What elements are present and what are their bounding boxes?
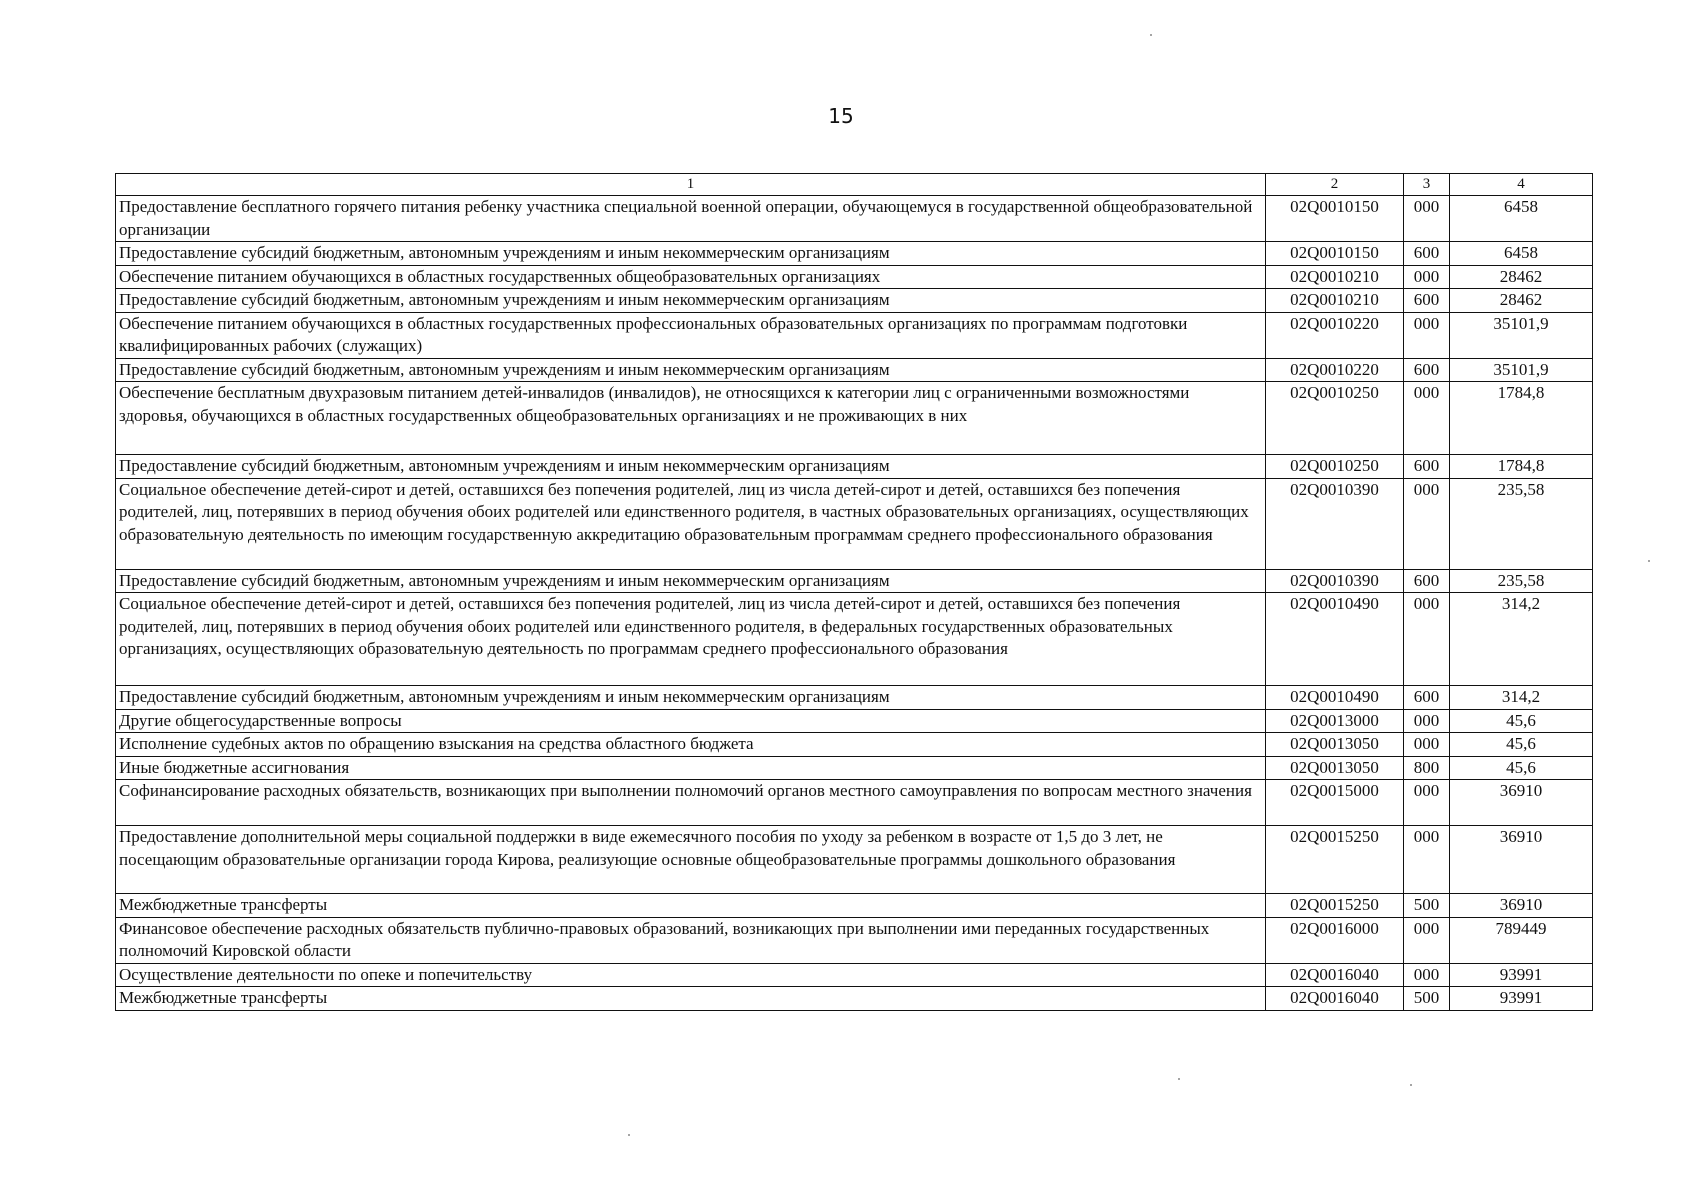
row-description: Предоставление субсидий бюджетным, автономным учреждениям и иным некоммерческим организациям <box>116 686 1266 710</box>
row-amount: 314,2 <box>1450 686 1593 710</box>
row-type-code: 000 <box>1404 265 1450 289</box>
table-row <box>116 265 1593 289</box>
row-description: Предоставление бесплатного горячего питания ребенку участника специальной военной операции, обучающемуся в государственной общеобразовательной организации <box>116 196 1266 242</box>
row-amount: 93991 <box>1450 963 1593 987</box>
table-row <box>116 312 1593 358</box>
table-row <box>116 756 1593 780</box>
row-code: 02Q0016000 <box>1266 917 1404 963</box>
row-amount: 36910 <box>1450 894 1593 918</box>
scan-speck <box>1150 34 1152 36</box>
table-row <box>116 733 1593 757</box>
scan-speck <box>628 1134 630 1136</box>
row-code: 02Q0015000 <box>1266 780 1404 826</box>
row-type-code: 000 <box>1404 312 1450 358</box>
table-row <box>116 358 1593 382</box>
row-description: Межбюджетные трансферты <box>116 894 1266 918</box>
row-type-code: 000 <box>1404 733 1450 757</box>
row-code: 02Q0010150 <box>1266 196 1404 242</box>
table-row <box>116 196 1593 242</box>
row-amount: 45,6 <box>1450 756 1593 780</box>
header-cell: 2 <box>1266 174 1404 196</box>
row-type-code: 600 <box>1404 569 1450 593</box>
scan-speck <box>1410 1084 1412 1086</box>
row-code: 02Q0010490 <box>1266 593 1404 686</box>
row-amount: 1784,8 <box>1450 382 1593 455</box>
table-row <box>116 686 1593 710</box>
row-type-code: 500 <box>1404 894 1450 918</box>
table-row <box>116 382 1593 455</box>
row-type-code: 000 <box>1404 917 1450 963</box>
table-row <box>116 593 1593 686</box>
row-description: Социальное обеспечение детей-сирот и детей, оставшихся без попечения родителей, лиц из числа детей-сирот и детей, оставшихся без попечения родителей, лиц, потерявших в период обучения обоих родителей или единственного родителя, в частных образовательных организациях, осуществляющих образовательную деятельность по имеющим государственную аккредитацию образовательным программам среднего профессионального образования <box>116 478 1266 569</box>
row-code: 02Q0015250 <box>1266 826 1404 894</box>
row-type-code: 000 <box>1404 709 1450 733</box>
row-amount: 93991 <box>1450 987 1593 1011</box>
row-description: Осуществление деятельности по опеке и попечительству <box>116 963 1266 987</box>
row-description: Иные бюджетные ассигнования <box>116 756 1266 780</box>
table-row <box>116 478 1593 569</box>
row-type-code: 000 <box>1404 593 1450 686</box>
row-amount: 45,6 <box>1450 733 1593 757</box>
row-description: Финансовое обеспечение расходных обязательств публично-правовых образований, возникающих при выполнении ими переданных государственных полномочий Кировской области <box>116 917 1266 963</box>
row-description: Обеспечение питанием обучающихся в областных государственных профессиональных образовательных организациях по программам подготовки квалифицированных рабочих (служащих) <box>116 312 1266 358</box>
row-amount: 6458 <box>1450 196 1593 242</box>
row-description: Софинансирование расходных обязательств, возникающих при выполнении полномочий органов местного самоуправления по вопросам местного значения <box>116 780 1266 826</box>
row-description: Исполнение судебных актов по обращению взыскания на средства областного бюджета <box>116 733 1266 757</box>
row-description: Другие общегосударственные вопросы <box>116 709 1266 733</box>
table-row <box>116 289 1593 313</box>
table-row <box>116 780 1593 826</box>
table-row <box>116 242 1593 266</box>
row-code: 02Q0016040 <box>1266 963 1404 987</box>
row-description: Предоставление субсидий бюджетным, автономным учреждениям и иным некоммерческим организациям <box>116 569 1266 593</box>
row-amount: 314,2 <box>1450 593 1593 686</box>
row-description: Предоставление субсидий бюджетным, автономным учреждениям и иным некоммерческим организациям <box>116 358 1266 382</box>
row-type-code: 600 <box>1404 289 1450 313</box>
header-cell: 3 <box>1404 174 1450 196</box>
row-type-code: 600 <box>1404 242 1450 266</box>
row-code: 02Q0010210 <box>1266 265 1404 289</box>
row-description: Межбюджетные трансферты <box>116 987 1266 1011</box>
row-type-code: 800 <box>1404 756 1450 780</box>
row-code: 02Q0010390 <box>1266 569 1404 593</box>
row-code: 02Q0010220 <box>1266 358 1404 382</box>
row-amount: 28462 <box>1450 265 1593 289</box>
row-description: Предоставление дополнительной меры социальной поддержки в виде ежемесячного пособия по уходу за ребенком в возрасте от 1,5 до 3 лет, не посещающим образовательные организации города Кирова, реализующие основные общеобразовательные программы дошкольного образования <box>116 826 1266 894</box>
row-code: 02Q0013050 <box>1266 733 1404 757</box>
row-amount: 36910 <box>1450 826 1593 894</box>
table-row <box>116 455 1593 479</box>
row-amount: 36910 <box>1450 780 1593 826</box>
row-code: 02Q0010150 <box>1266 242 1404 266</box>
row-type-code: 600 <box>1404 455 1450 479</box>
row-amount: 235,58 <box>1450 478 1593 569</box>
page-number: 15 <box>828 104 854 128</box>
row-code: 02Q0010210 <box>1266 289 1404 313</box>
row-amount: 45,6 <box>1450 709 1593 733</box>
row-description: Предоставление субсидий бюджетным, автономным учреждениям и иным некоммерческим организациям <box>116 455 1266 479</box>
row-code: 02Q0010250 <box>1266 382 1404 455</box>
scan-speck <box>1648 560 1650 562</box>
row-type-code: 000 <box>1404 478 1450 569</box>
table-row <box>116 987 1593 1011</box>
table-row <box>116 894 1593 918</box>
table-row <box>116 917 1593 963</box>
row-type-code: 000 <box>1404 963 1450 987</box>
row-code: 02Q0010250 <box>1266 455 1404 479</box>
row-description: Предоставление субсидий бюджетным, автономным учреждениям и иным некоммерческим организациям <box>116 289 1266 313</box>
row-code: 02Q0013000 <box>1266 709 1404 733</box>
row-amount: 6458 <box>1450 242 1593 266</box>
row-amount: 789449 <box>1450 917 1593 963</box>
row-type-code: 600 <box>1404 358 1450 382</box>
row-code: 02Q0010490 <box>1266 686 1404 710</box>
table-row <box>116 826 1593 894</box>
row-amount: 28462 <box>1450 289 1593 313</box>
row-type-code: 000 <box>1404 196 1450 242</box>
header-row <box>116 174 1593 196</box>
budget-table <box>115 173 1593 1011</box>
row-description: Предоставление субсидий бюджетным, автономным учреждениям и иным некоммерческим организациям <box>116 242 1266 266</box>
row-type-code: 600 <box>1404 686 1450 710</box>
row-code: 02Q0013050 <box>1266 756 1404 780</box>
row-description: Обеспечение питанием обучающихся в областных государственных общеобразовательных организациях <box>116 265 1266 289</box>
table-row <box>116 963 1593 987</box>
row-description: Социальное обеспечение детей-сирот и детей, оставшихся без попечения родителей, лиц из числа детей-сирот и детей, оставшихся без попечения родителей, лиц, потерявших в период обучения обоих родителей или единственного родителя, в федеральных государственных образовательных организациях, осуществляющих образовательную деятельность по программам среднего профессионального образования <box>116 593 1266 686</box>
row-code: 02Q0010390 <box>1266 478 1404 569</box>
row-code: 02Q0016040 <box>1266 987 1404 1011</box>
row-description: Обеспечение бесплатным двухразовым питанием детей-инвалидов (инвалидов), не относящихся к категории лиц с ограниченными возможностями здоровья, обучающихся в областных государственных общеобразовательных организациях и не проживающих в них <box>116 382 1266 455</box>
header-cell: 1 <box>116 174 1266 196</box>
table-row <box>116 709 1593 733</box>
row-type-code: 500 <box>1404 987 1450 1011</box>
row-type-code: 000 <box>1404 826 1450 894</box>
row-code: 02Q0010220 <box>1266 312 1404 358</box>
table-row <box>116 569 1593 593</box>
row-amount: 35101,9 <box>1450 358 1593 382</box>
header-cell: 4 <box>1450 174 1593 196</box>
row-amount: 1784,8 <box>1450 455 1593 479</box>
row-code: 02Q0015250 <box>1266 894 1404 918</box>
row-type-code: 000 <box>1404 382 1450 455</box>
table-body <box>116 196 1593 1011</box>
row-type-code: 000 <box>1404 780 1450 826</box>
row-amount: 35101,9 <box>1450 312 1593 358</box>
scan-speck <box>1178 1078 1180 1080</box>
row-amount: 235,58 <box>1450 569 1593 593</box>
